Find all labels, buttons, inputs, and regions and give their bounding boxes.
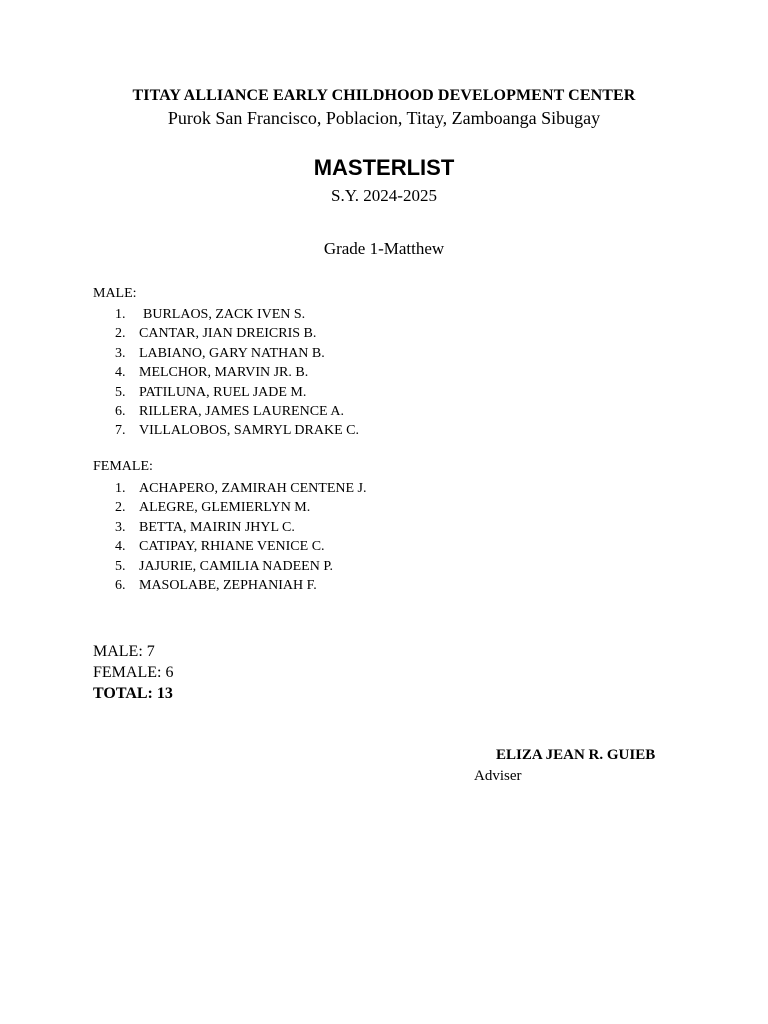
female-student-list [115, 479, 367, 595]
list-number: 3. [115, 345, 126, 361]
male-section-label: MALE: [93, 286, 137, 301]
student-name: LABIANO, GARY NATHAN B. [139, 345, 325, 361]
female-count: FEMALE: 6 [93, 664, 174, 681]
grade-section: Grade 1-Matthew [323, 239, 445, 258]
list-number: 6. [115, 577, 126, 593]
list-number: 7. [115, 423, 126, 439]
list-item [115, 402, 359, 421]
student-name: MASOLABE, ZEPHANIAH F. [139, 577, 317, 593]
female-section-label: FEMALE: [93, 459, 153, 474]
list-item [115, 421, 359, 440]
list-number: 2. [115, 326, 126, 342]
list-item [115, 479, 367, 498]
school-year: S.Y. 2024-2025 [331, 186, 437, 205]
student-name: RILLERA, JAMES LAURENCE A. [139, 403, 344, 419]
list-item [115, 305, 359, 324]
school-address: Purok San Francisco, Poblacion, Titay, Zamboanga Sibugay [167, 108, 601, 128]
list-item [115, 557, 367, 576]
male-count: MALE: 7 [93, 643, 155, 660]
document-title: MASTERLIST [313, 155, 455, 180]
list-item [115, 324, 359, 343]
list-number: 6. [115, 403, 126, 419]
list-number: 1. [115, 481, 126, 496]
student-name: ACHAPERO, ZAMIRAH CENTENE J. [139, 481, 367, 496]
list-number: 4. [115, 539, 126, 555]
student-name: CANTAR, JIAN DREICRIS B. [139, 326, 317, 342]
student-name: BETTA, MAIRIN JHYL C. [139, 519, 295, 535]
male-student-list [115, 305, 359, 441]
list-item [115, 498, 367, 517]
list-number: 4. [115, 365, 126, 381]
student-name: BURLAOS, ZACK IVEN S. [143, 307, 306, 322]
list-item [115, 344, 359, 363]
student-name: ALEGRE, GLEMIERLYN M. [139, 500, 311, 516]
list-number: 5. [115, 558, 126, 574]
school-name: TITAY ALLIANCE EARLY CHILDHOOD DEVELOPMENT CENTER [132, 87, 636, 104]
student-name: JAJURIE, CAMILIA NADEEN P. [139, 558, 334, 574]
list-item [115, 537, 367, 556]
adviser-name: ELIZA JEAN R. GUIEB [496, 747, 656, 763]
student-name: VILLALOBOS, SAMRYL DRAKE C. [139, 423, 359, 439]
adviser-role: Adviser [474, 768, 522, 784]
list-number: 2. [115, 500, 126, 516]
list-number: 3. [115, 519, 126, 535]
student-name: PATILUNA, RUEL JADE M. [139, 384, 307, 400]
list-number: 1. [115, 307, 126, 322]
list-item [115, 383, 359, 402]
list-number: 5. [115, 384, 126, 400]
list-item [115, 363, 359, 382]
list-item [115, 576, 367, 595]
student-name: CATIPAY, RHIANE VENICE C. [139, 539, 325, 555]
student-name: MELCHOR, MARVIN JR. B. [139, 365, 309, 381]
total-count: TOTAL: 13 [93, 685, 173, 702]
list-item [115, 518, 367, 537]
